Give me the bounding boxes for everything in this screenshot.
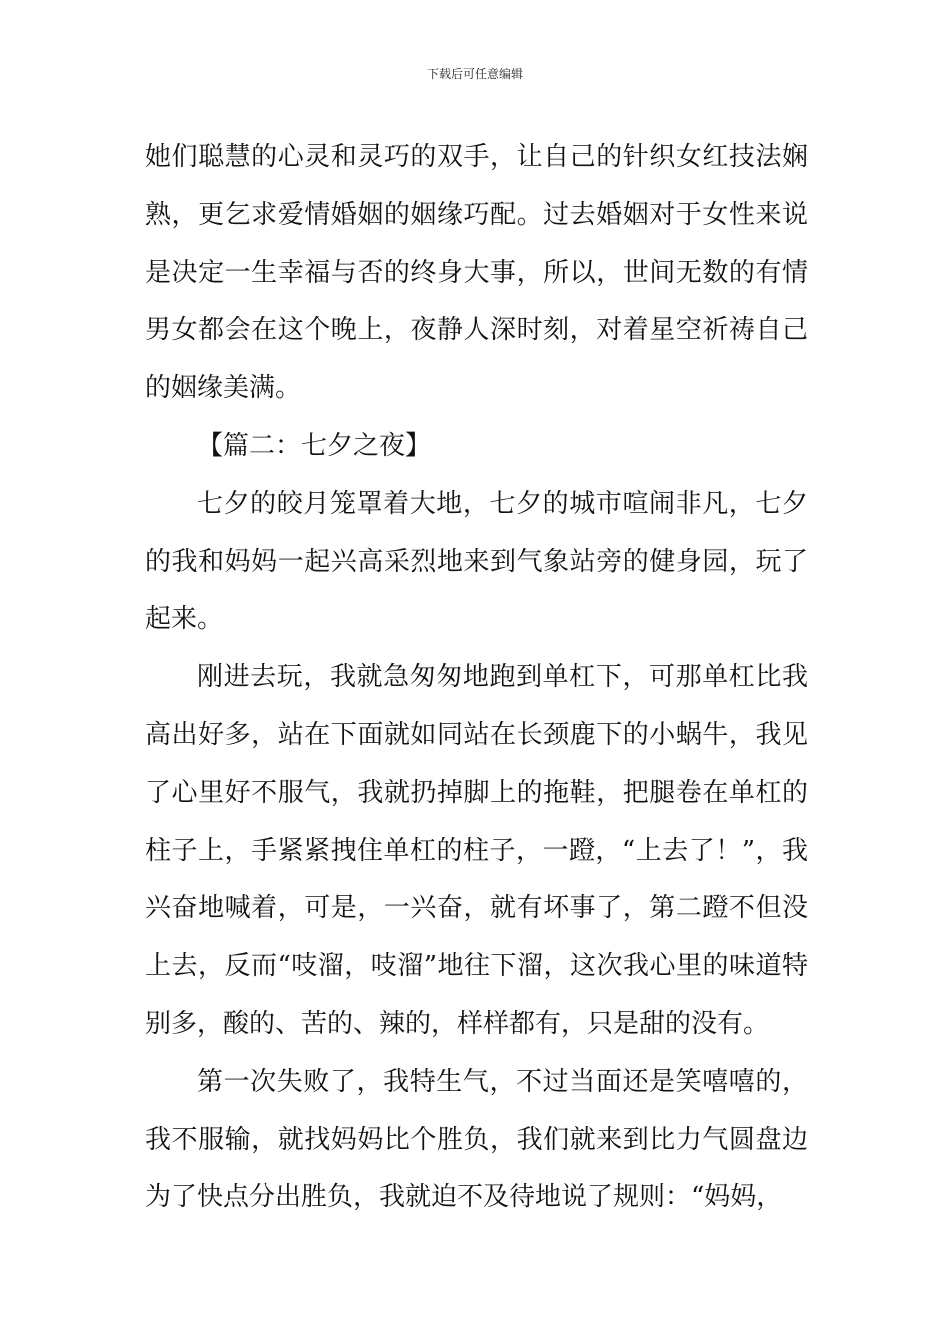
document-body xyxy=(145,129,808,1227)
paragraph-1: 她们聪慧的心灵和灵巧的双手，让自己的针织女红技法娴熟，更乞求爱情婚姻的姻缘巧配。过去婚姻对于女性来说是决定一生幸福与否的终身大事，所以，世间无数的有情男女都会在这个晚上，夜静人深时刻，对着星空祈祷自己的姻缘美满。 xyxy=(145,142,808,404)
paragraph-3: 刚进去玩，我就急匆匆地跑到单杠下，可那单杠比我高出好多，站在下面就如同站在长颈鹿下的小蜗牛，我见了心里好不服气，我就扔掉脚上的拖鞋，把腿卷在单杠的柱子上，手紧紧拽住单杠的柱子，一蹬，“上去了！”，我兴奋地喊着，可是，一兴奋，就有坏事了，第二蹬不但没上去，反而“吱溜，吱溜”地往下溜，这次我心里的味道特别多，酸的、苦的、辣的，样样都有，只是甜的没有。 xyxy=(145,662,808,1039)
page-header: 下载后可任意编辑 xyxy=(426,67,523,81)
paragraph-2: 七夕的皎月笼罩着大地，七夕的城市喧闹非凡，七夕的我和妈妈一起兴高采烈地来到气象站旁的健身园，玩了起来。 xyxy=(145,488,808,635)
section-heading: 【篇二：七夕之夜】 xyxy=(197,430,432,461)
paragraph-4: 第一次失败了，我特生气，不过当面还是笑嘻嘻的，我不服输，就找妈妈比个胜负，我们就来到比力气圆盘边为了快点分出胜负，我就迫不及待地说了规则：“妈妈， xyxy=(145,1066,808,1213)
